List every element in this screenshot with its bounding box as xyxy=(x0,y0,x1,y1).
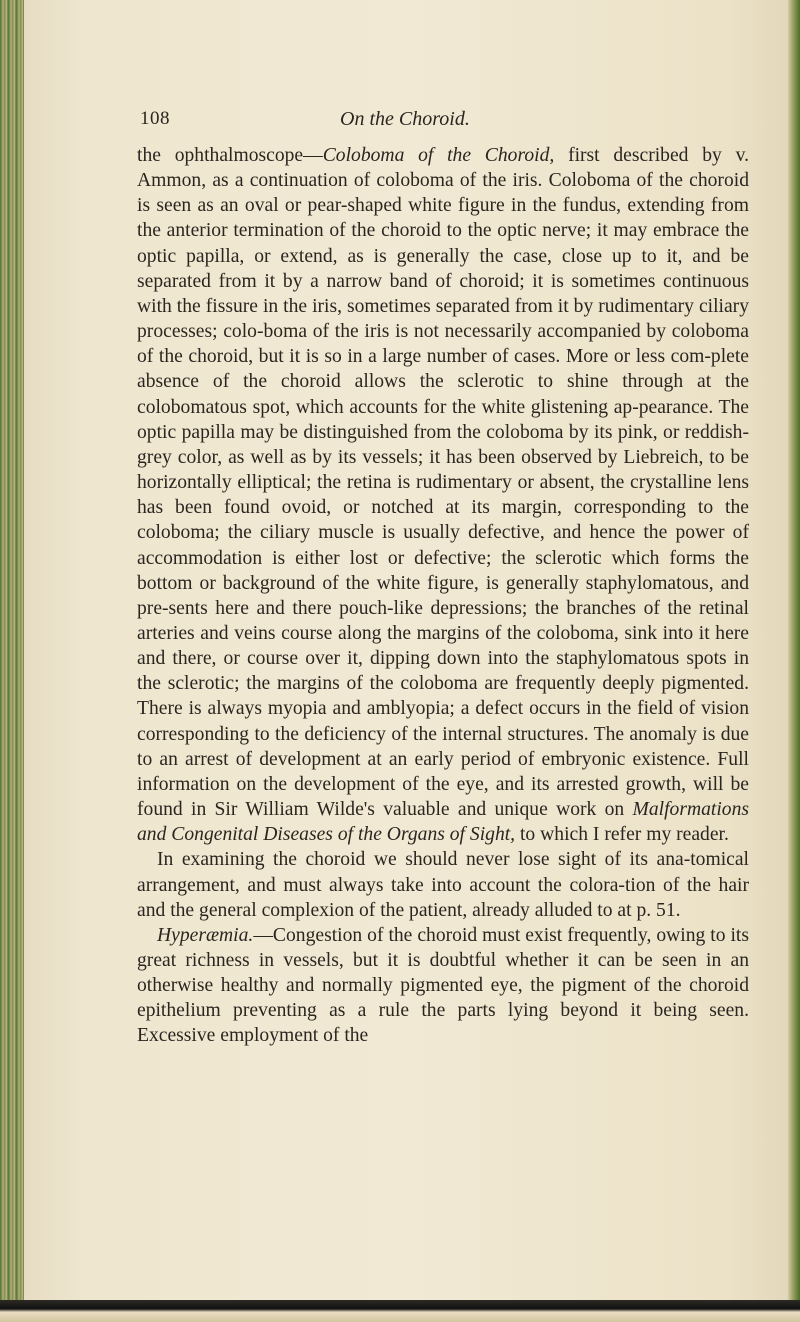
section-heading-italic: Hyperæmia. xyxy=(157,924,254,946)
page-bottom-edge xyxy=(0,1300,800,1322)
paragraph-examining xyxy=(137,847,749,922)
text-segment: —Congestion of the choroid must exist frequently, owing to its great richness in vessels, but it is doubtful whether it can be seen in an otherwise healthy and normally pigmented eye, the pigment of the choroid epithelium preventing as a rule the parts lying beyond it being seen. Excessive employment of the xyxy=(137,924,749,1047)
text-segment: first described by v. Ammon, as a continuation of coloboma of the iris. Coloboma of the choroid is seen as an oval or pear-shaped white figure in the fundus, extending from the anterior termination of the choroid to the optic nerve; it may embrace the optic papilla, or extend, as is generally the case, close up to it, and be separated from it by a narrow band of choroid; it is sometimes continuous with the fissure in the iris, sometimes separated from it by rudimentary ciliary processes; colo-boma of the iris is not necessarily accompanied by coloboma of the choroid, but it is so in a large number of cases. More or less com-plete absence of the choroid allows the sclerotic to shine through at the colobomatous spot, which accounts for the white glistening ap-pearance. The optic papilla may be distinguished from the coloboma by its pink, or reddish-grey color, as well as by its vessels; it has been observed by Liebreich, to be horizontally elliptical; the retina is rudimentary or absent, the crystalline lens has been found ovoid, or notched at its margin, corresponding to the coloboma; the ciliary muscle is usually defective, and hence the power of accommodation is either lost or defective; the sclerotic which forms the bottom or background of the white figure, is generally staphylomatous, and pre-sents here and there pouch-like depressions; the branches of the retinal arteries and veins course along the margins of the coloboma, sink into it here and there, or course over it, dipping down into the staphylomatous spots in the sclerotic; the margins of the coloboma are frequently deeply pigmented. There is always myopia and amblyopia; a defect occurs in the field of vision corresponding to the deficiency of the internal structures. The anomaly is due to an arrest of development at an early period of embryonic existence. Full information on the development of the eye, and its arrested growth, will be found in Sir William Wilde's valuable and unique work on xyxy=(137,145,749,821)
page-number: 108 xyxy=(140,108,170,129)
paragraph-hyperaemia xyxy=(137,923,749,1049)
text-segment-italic: Malformations and Congenital Diseases of the Organs of Sight, xyxy=(137,799,749,846)
text-segment: to which I refer my reader. xyxy=(515,824,729,846)
text-segment-italic: Coloboma of the Choroid, xyxy=(322,145,555,166)
page-right-edge xyxy=(788,0,800,1322)
paragraph-coloboma xyxy=(137,143,749,847)
text-segment: In examining the choroid we should never lose sight of its ana-tomical arrangement, and must always take into account the colora-tion of the hair and the general complexion of the patient, already alluded to at p. 51. xyxy=(137,849,749,921)
running-title: On the Choroid. xyxy=(340,108,470,130)
book-binding-edge xyxy=(0,0,26,1322)
text-segment: the ophthalmoscope— xyxy=(137,145,323,166)
body-text xyxy=(137,143,749,1049)
running-head xyxy=(140,108,600,136)
